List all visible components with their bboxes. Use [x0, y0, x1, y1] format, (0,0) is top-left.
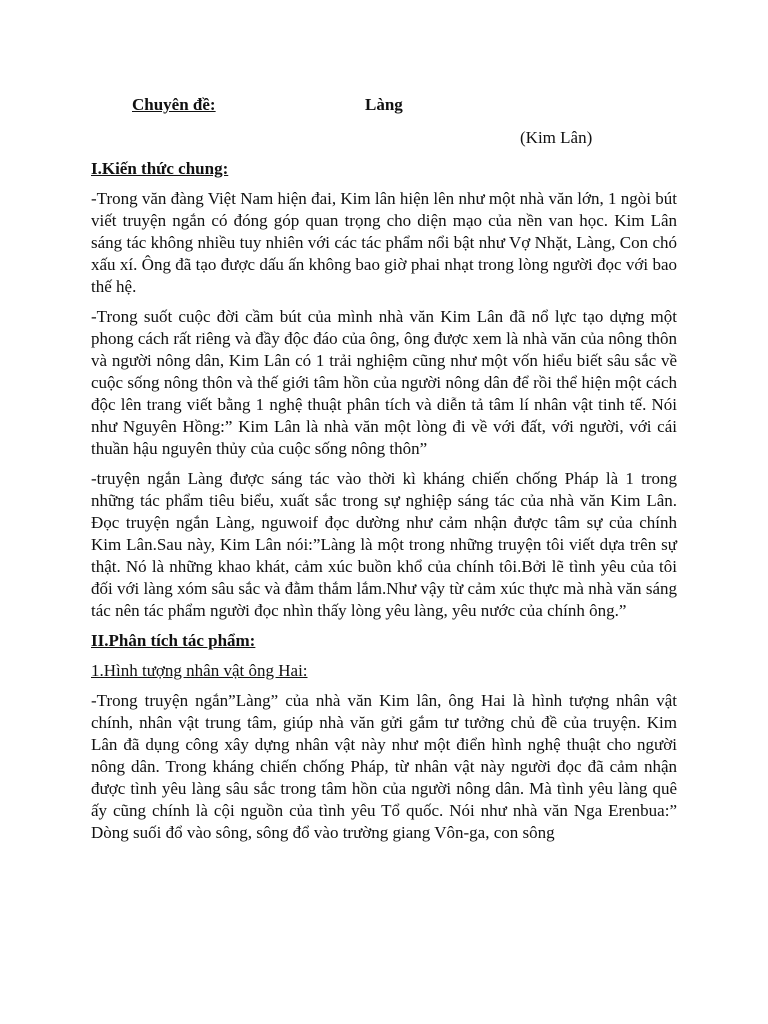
paragraph: -Trong văn đàng Việt Nam hiện đai, Kim lân hiện lên như một nhà văn lớn, 1 ngòi bút viết truyện ngắn có đóng góp quan trọng cho diện mạo của nền van học. Kim Lân sáng tác không nhiều tuy nhiên với các tác phẩm nổi bật như Vợ Nhặt, Làng, Con chó xấu xí. Ông đã tạo được dấu ấn không bao giờ phai nhạt trong lòng người đọc với bao thế hệ.	[91, 189, 677, 296]
author-name: (Kim Lân)	[520, 128, 593, 147]
paragraph: -Trong suốt cuộc đời cầm bút của mình nhà văn Kim Lân đã nổ lực tạo dựng một phong cách rất riêng và đầy độc đáo của ông, ông được xem là nhà văn của nông thôn và người nông dân, Kim Lân có 1 trải nghiệm cũng như một vốn hiểu biết sâu sắc về cuộc sống nông thôn và thế giới tâm hồn của người nông dân để rồi thể hiện một cách độc lên trang viết bằng 1 nghệ thuật phân tích và diễn tả tâm lí nhân vật tinh tế. Nói như Nguyên Hồng:” Kim Lân là nhà văn một lòng đi về với đất, với người, với cái thuần hậu nguyên thủy của cuộc sống nông thôn”	[91, 307, 677, 458]
topic-label: Chuyên đề:	[132, 95, 216, 114]
document-title: Làng	[365, 95, 403, 114]
section-heading-general-knowledge: I.Kiến thức chung:	[91, 159, 229, 178]
subsection-heading-ong-hai: 1.Hình tượng nhân vật ông Hai:	[91, 661, 308, 680]
document-header	[132, 95, 692, 117]
paragraph: -Trong truyện ngắn”Làng” của nhà văn Kim lân, ông Hai là hình tượng nhân vật chính, nhân vật trung tâm, giúp nhà văn gửi gắm tư tưởng chủ đề của truyện. Kim Lân đã dụng công xây dựng nhân vật này như một điển hình nghệ thuật cho người nông dân. Trong kháng chiến chống Pháp, từ nhân vật này người đọc đã cảm nhận được tình yêu làng sâu sắc trong tâm hồn của người nông dân. Mà tình yêu làng quê ấy cũng chính là cội nguồn của tình yêu Tổ quốc. Nói như nhà văn Nga Erenbua:” Dòng suối đổ vào sông, sông đổ vào trường giang Vôn-ga, con sông	[91, 691, 677, 842]
paragraph: -truyện ngắn Làng được sáng tác vào thời kì kháng chiến chống Pháp là 1 trong những tác phẩm tiêu biểu, xuất sắc trong sự nghiệp sáng tác của nhà văn Kim Lân. Đọc truyện ngắn Làng, nguwoif đọc dường như cảm nhận được tâm sự của chính Kim Lân.Sau này, Kim Lân nói:”Làng là một trong những truyện tôi viết dựa trên sự thật. Nó là những khao khát, cảm xúc buồn khổ của chính tôi.Bởi lẽ tình yêu của tôi đối với làng xóm sâu sắc và đằm thắm lắm.Như vậy từ cảm xúc thực mà nhà văn sáng tác nên tác phẩm người đọc nhìn thấy lòng yêu làng, yêu nước của chính ông.”	[91, 469, 677, 620]
document-body	[91, 158, 677, 852]
section-heading-analysis: II.Phân tích tác phẩm:	[91, 631, 256, 650]
